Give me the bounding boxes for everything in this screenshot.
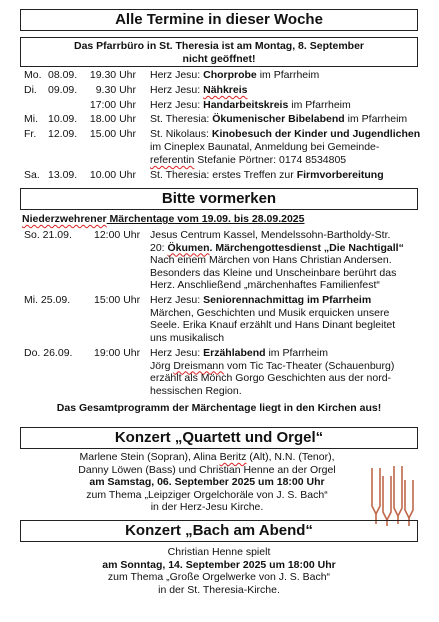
organ-pipes-icon bbox=[366, 462, 418, 528]
notice-line-2: nicht geöffnet! bbox=[182, 53, 256, 65]
konzert2-title: Konzert „Bach am Abend“ bbox=[20, 520, 418, 542]
konzert2-text: Christian Henne spielt am Sonntag, 14. September 2025 um 18:00 Uhr zum Thema „Große Orgelwerke von J. S. Bach“ in der St. Theresia-Kirche. bbox=[102, 546, 336, 596]
konzert1-title: Konzert „Quartett und Orgel“ bbox=[20, 427, 418, 449]
vormerken-title: Bitte vormerken bbox=[20, 188, 418, 210]
notice-line-1: Das Pfarrbüro in St. Theresia ist am Montag, 8. September bbox=[74, 40, 364, 52]
konzert1-text: Marlene Stein (Sopran), Alina Beritz (Alt), N.N. (Tenor), Danny Löwen (Bass) und Christian Henne an der Orgel am Samstag, 06. September 2025 um 18:00 Uhr zum Thema „Leipziger Orgelchoräle von J. S. Bach“ in der Herz-Jesu Kirche. bbox=[78, 451, 336, 513]
office-notice bbox=[20, 37, 418, 67]
maerchen-event: Do. 26.09. 19:00 Uhr Herz Jesu: Erzählabend im Pfarrheim Jörg Dreismann vom Tic Tac-Theater (Schauenburg) erzählt als Mönch Gorgo Geschichten aus der nord- hessischen Region. bbox=[24, 347, 395, 397]
maerchen-footer: Das Gesamtprogramm der Märchentage liegt in den Kirchen aus! bbox=[56, 402, 382, 414]
week-title: Alle Termine in dieser Woche bbox=[20, 9, 418, 31]
maerchen-event: Mi. 25.09. 15:00 Uhr Herz Jesu: Seniorennachmittag im Pfarrheim Märchen, Geschichten und Musik erquicken unsere Seele. Erika Knauf erzählt und Hans Dinant begleitet uns musikalisch bbox=[24, 294, 396, 344]
maerchentage-intro: Niederzwehrener Märchentage vom 19.09. bis 28.09.2025 bbox=[22, 213, 305, 225]
maerchen-event: So. 21.09. 12:00 Uhr Jesus Centrum Kassel, Mendelssohn-Bartholdy-Str. 20: Ökumen. Märchengottesdienst „Die Nachtigall“ Nach einem Märchen von Hans Christian Andersen. Besonders das Kleine und Unscheinbare berührt das Herz. Anschließend „märchenhaftes Familienfest“ bbox=[24, 229, 404, 291]
